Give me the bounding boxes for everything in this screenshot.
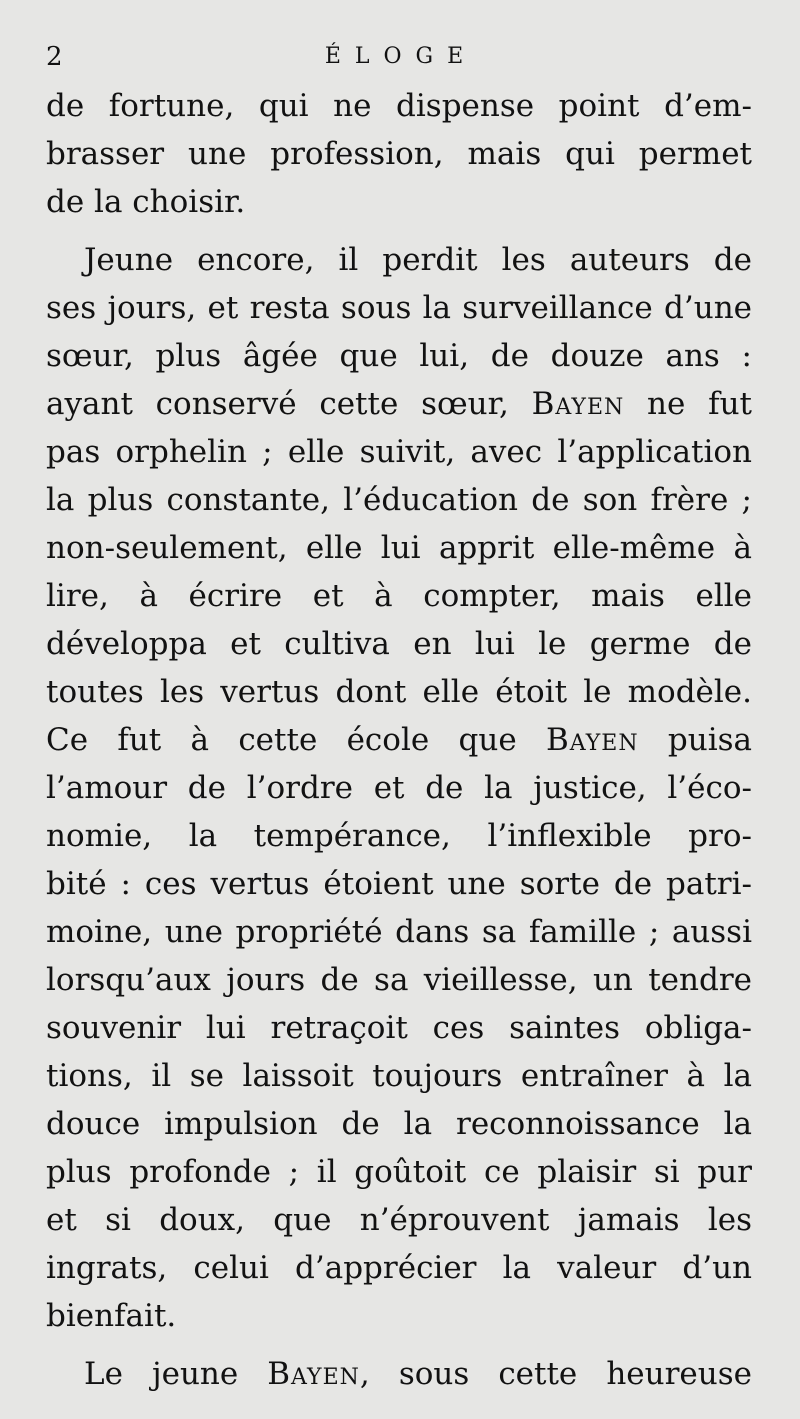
text-line: tions, il se laissoit toujours entraîner à la	[46, 1058, 752, 1094]
text-line: sœur, plus âgée que lui, de douze ans :	[46, 338, 752, 374]
text-line: et si doux, que n’éprouvent jamais les	[46, 1202, 752, 1238]
text-line: de la choisir.	[46, 184, 246, 220]
text-line: Jeune encore, il perdit les auteurs de	[84, 242, 752, 278]
text-line: l’amour de l’ordre et de la justice, l’éco-	[46, 770, 752, 806]
running-title: ÉLOGE	[324, 44, 478, 69]
page-number: 2	[46, 42, 63, 72]
text-line: Le jeune Bayen, sous cette heureuse	[84, 1356, 752, 1392]
paragraph	[46, 236, 752, 1340]
text-line: de fortune, qui ne dispense point d’em-	[46, 88, 752, 124]
name-bayen: Bayen	[531, 386, 625, 422]
text-line: développa et cultiva en lui le germe de	[46, 626, 752, 662]
text-line: Ce fut à cette école que Bayen puisa	[46, 722, 752, 758]
text-line: ingrats, celui d’apprécier la valeur d’un	[46, 1250, 752, 1286]
text-line: pas orphelin ; elle suivit, avec l’application	[46, 434, 752, 470]
text-line: ayant conservé cette sœur, Bayen ne fut	[46, 386, 752, 422]
name-bayen: Bayen	[267, 1356, 360, 1392]
text-line: plus profonde ; il goûtoit ce plaisir si pur	[46, 1154, 752, 1190]
paragraph	[46, 82, 752, 226]
text-line: moine, une propriété dans sa famille ; aussi	[46, 914, 752, 950]
text-line: souvenir lui retraçoit ces saintes obliga-	[46, 1010, 752, 1046]
text-line: bienfait.	[46, 1298, 177, 1334]
paragraph	[46, 1350, 752, 1398]
text-line: bité : ces vertus étoient une sorte de patri-	[46, 866, 752, 902]
body-text	[46, 82, 752, 1398]
text-line: brasser une profession, mais qui permet	[46, 136, 752, 172]
text-line: douce impulsion de la reconnoissance la	[46, 1106, 752, 1142]
name-bayen: Bayen	[545, 722, 639, 758]
text-line: non-seulement, elle lui apprit elle-même à	[46, 530, 752, 566]
running-head	[46, 36, 756, 76]
text-line: toutes les vertus dont elle étoit le modèle.	[46, 674, 752, 710]
text-line: lorsqu’aux jours de sa vieillesse, un tendre	[46, 962, 752, 998]
text-line: nomie, la tempérance, l’inflexible pro-	[46, 818, 752, 854]
text-line: lire, à écrire et à compter, mais elle	[46, 578, 752, 614]
text-line: ses jours, et resta sous la surveillance d’une	[46, 290, 752, 326]
text-line: la plus constante, l’éducation de son frère ;	[46, 482, 752, 518]
